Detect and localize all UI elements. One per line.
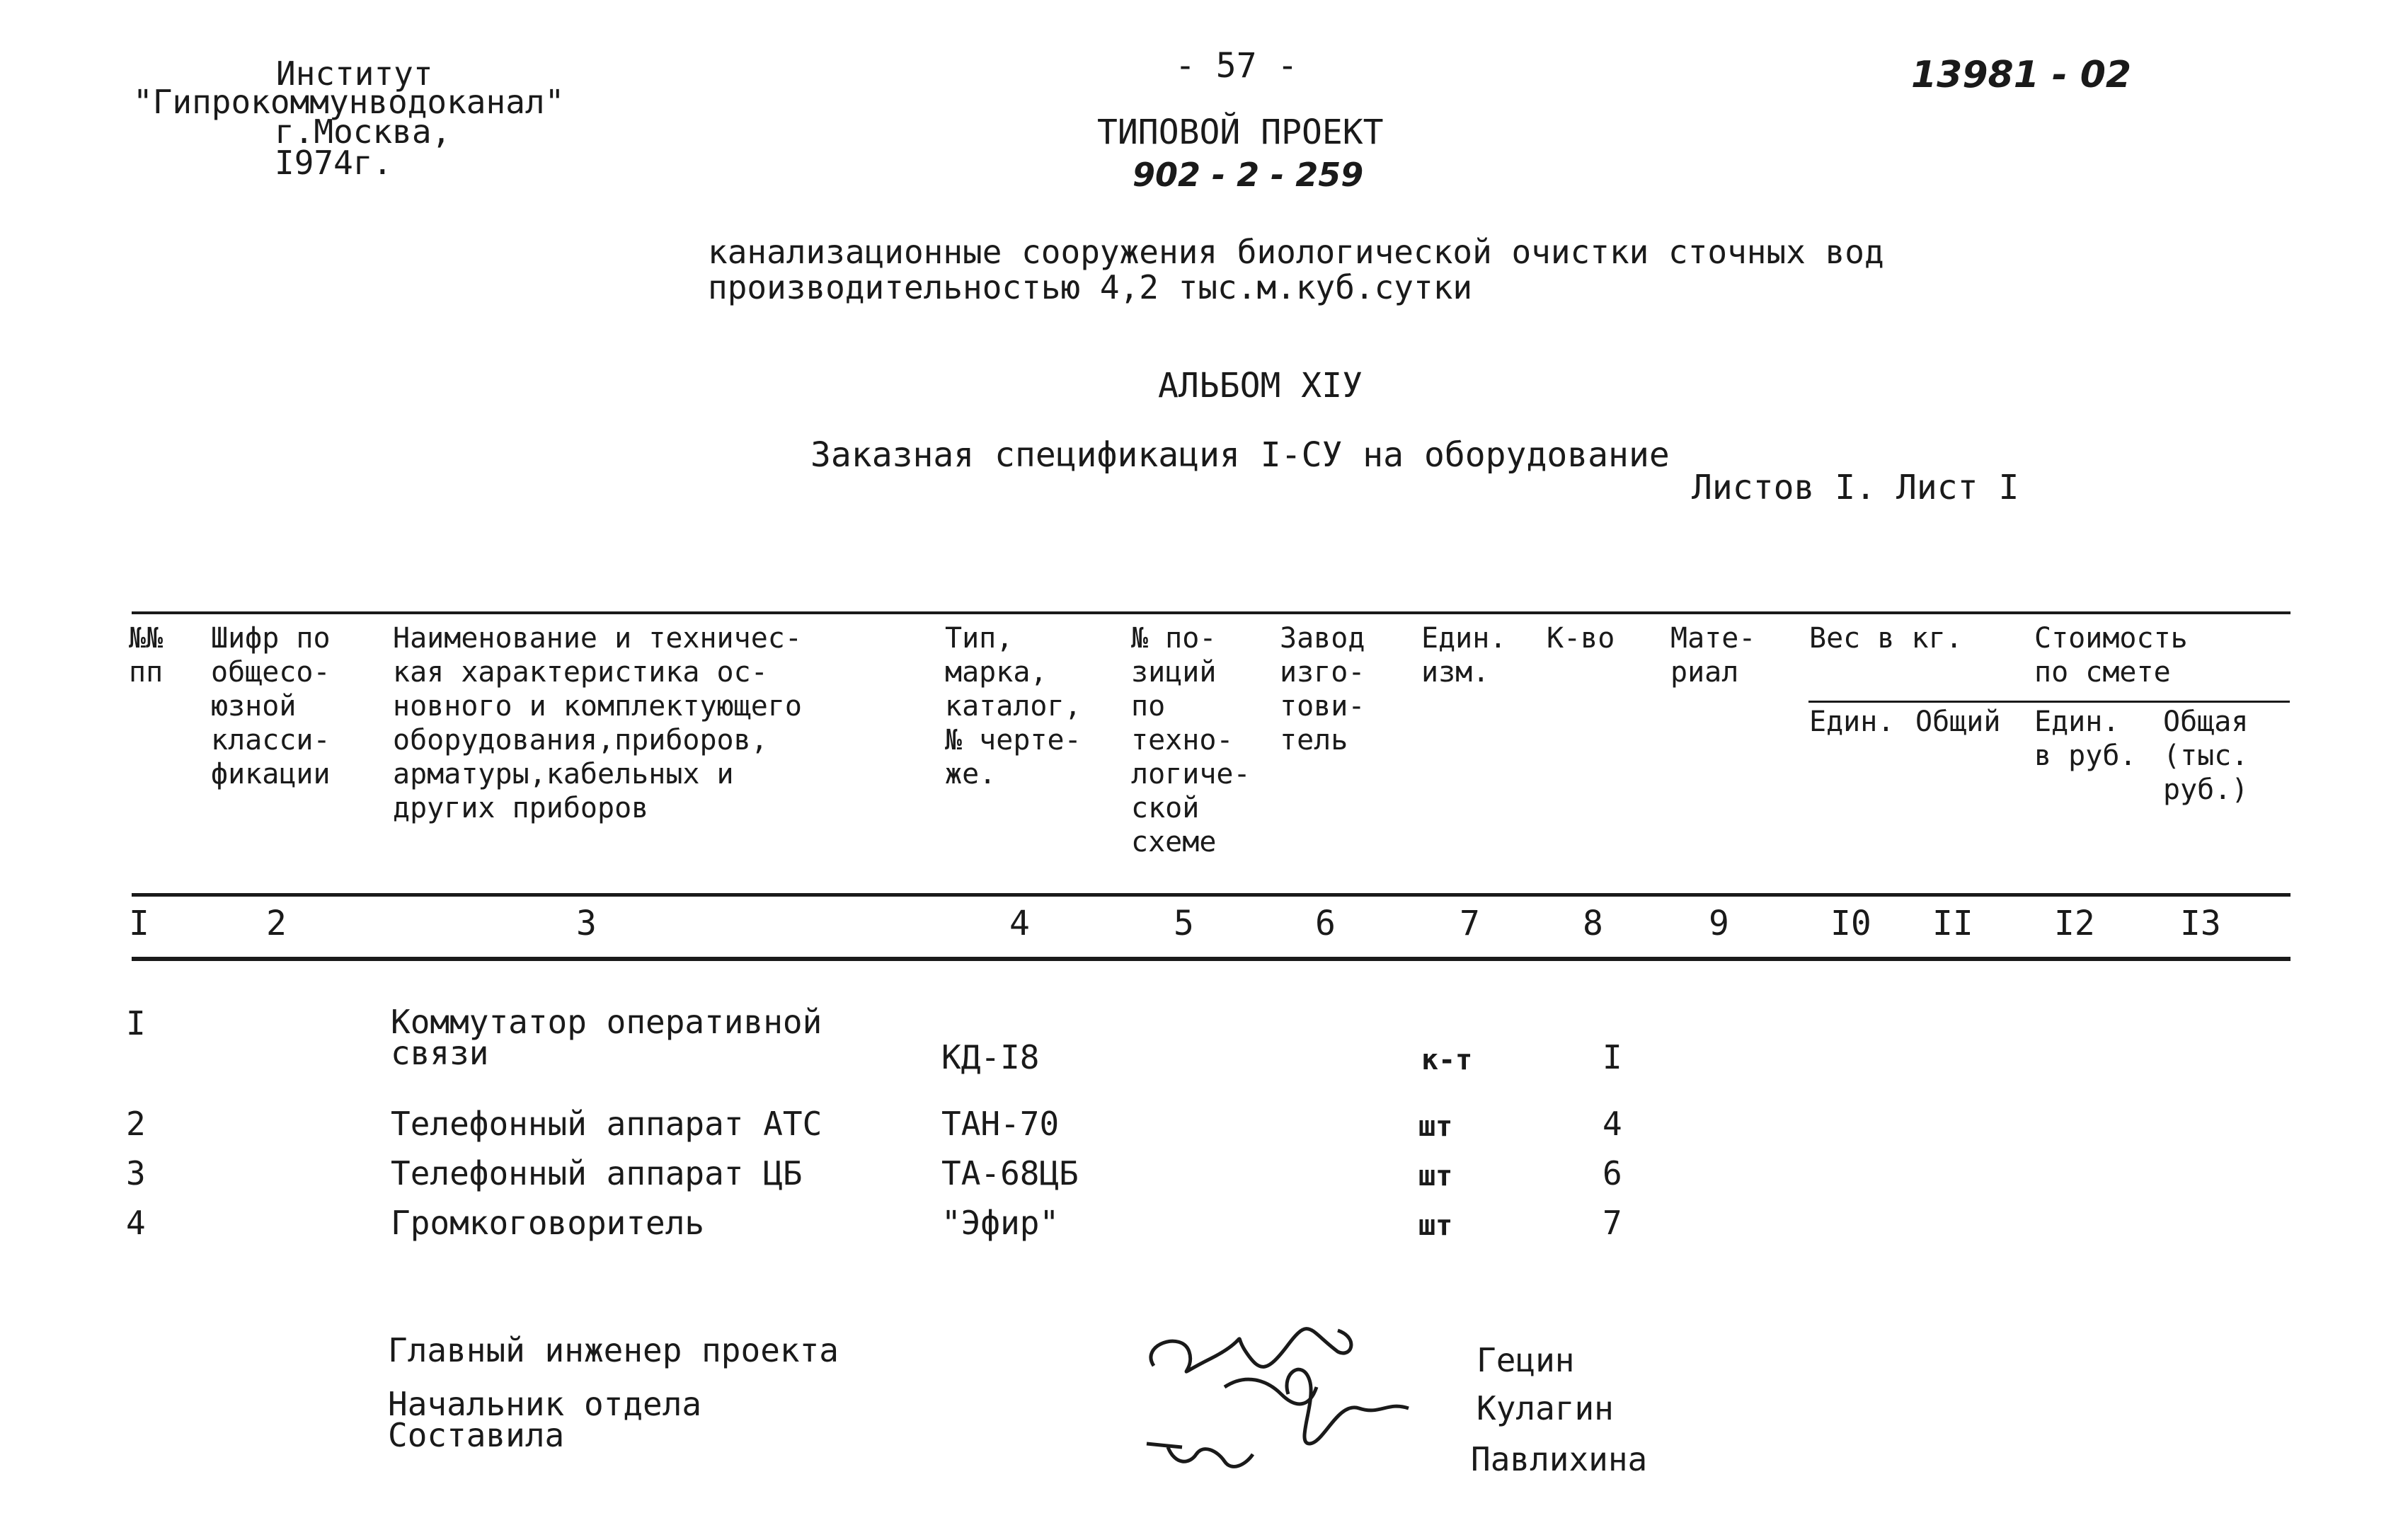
signature-role-department-head: Начальник отдела: [388, 1385, 702, 1423]
column-number: I2: [2054, 904, 2095, 943]
row-name: Громкоговоритель: [391, 1204, 705, 1242]
row-unit: шт: [1418, 1110, 1453, 1143]
row-unit: шт: [1418, 1209, 1453, 1242]
page-number: - 57 -: [1175, 46, 1298, 86]
signature-name-1: Гецин: [1477, 1341, 1575, 1379]
header-name: Наименование и техничес- кая характеристика ос- новного и комплектующего оборудования,приборов, арматуры,кабельных и других приборов: [393, 622, 802, 824]
description-line2: производительностью 4,2 тыс.м.куб.сутки: [708, 268, 1473, 306]
header-material: Мате- риал: [1670, 622, 1756, 689]
row-quantity: 7: [1603, 1204, 1622, 1242]
header-weight-total: Общий: [1915, 706, 2001, 738]
spec-title: Заказная спецификация I-СУ на оборудование: [810, 435, 1670, 475]
column-number: I: [129, 904, 149, 943]
signature-role-chief-engineer: Главный инженер проекта: [388, 1331, 839, 1369]
column-number: 4: [1009, 904, 1030, 943]
header-cost: Стоимость по смете: [2034, 622, 2188, 689]
header-unit: Един. изм.: [1421, 622, 1507, 689]
row-name: Телефонный аппарат АТС: [391, 1105, 822, 1143]
row-quantity: 6: [1603, 1154, 1622, 1192]
header-type: Тип, марка, каталог, № черте- же.: [945, 622, 1082, 790]
row-type: ТАН-70: [941, 1105, 1060, 1143]
institute-label: Институт: [276, 54, 433, 93]
row-number: 3: [126, 1154, 146, 1192]
row-number: 4: [126, 1204, 146, 1242]
header-weight: Вес в кг.: [1809, 622, 1963, 655]
row-name: Коммутатор оперативной связи: [391, 1003, 822, 1072]
column-number: 6: [1315, 904, 1336, 943]
signature-name-3: Павлихина: [1471, 1440, 1648, 1478]
row-name: Телефонный аппарат ЦБ: [391, 1154, 803, 1192]
institute-name: "Гипрокоммунводоканал": [133, 83, 565, 121]
project-label: ТИПОВОЙ ПРОЕКТ: [1097, 113, 1384, 152]
column-numbers-top-rule: [132, 893, 2291, 897]
stamp-number: 13981 - 02: [1911, 54, 2132, 96]
row-quantity: 4: [1603, 1105, 1622, 1143]
header-cost-unit: Един. в руб.: [2034, 706, 2137, 772]
subheader-rule: [1808, 701, 2290, 703]
header-number: №№ пп: [129, 622, 164, 689]
column-number: I0: [1830, 904, 1871, 943]
column-number: 9: [1709, 904, 1729, 943]
row-number: 2: [126, 1105, 146, 1143]
column-numbers-bottom-rule: [132, 957, 2291, 961]
column-number: 5: [1174, 904, 1194, 943]
row-unit: к-т: [1421, 1044, 1473, 1076]
column-number: 2: [266, 904, 287, 943]
row-type: КД-I8: [941, 1038, 1040, 1076]
sheet-count: Листов I. Лист I: [1692, 468, 2019, 507]
signature-role-compiled-by: Составила: [388, 1416, 565, 1454]
column-number: II: [1932, 904, 1973, 943]
column-number: 8: [1583, 904, 1603, 943]
column-number: 3: [576, 904, 597, 943]
row-unit: шт: [1418, 1160, 1453, 1192]
column-number: I3: [2180, 904, 2221, 943]
table-top-rule: [132, 611, 2291, 614]
row-number: I: [126, 1004, 146, 1042]
header-position: № по- зиций по техно- логиче- ской схеме: [1131, 622, 1251, 858]
project-code: 902 - 2 - 259: [1133, 156, 1364, 194]
column-number: 7: [1460, 904, 1480, 943]
header-manufacturer: Завод изго- тови- тель: [1280, 622, 1365, 757]
handwritten-signatures: [1125, 1302, 1437, 1500]
signature-name-2: Кулагин: [1477, 1389, 1614, 1427]
header-weight-unit: Един.: [1809, 706, 1895, 738]
row-quantity: I: [1603, 1038, 1622, 1076]
institute-city: г.Москва,: [275, 113, 452, 151]
header-classification: Шифр по общесо- юзной класси- фикации: [211, 622, 331, 790]
header-cost-total: Общая (тыс. руб.): [2163, 706, 2249, 806]
description-line1: канализационные сооружения биологической очистки сточных вод: [708, 233, 1884, 271]
row-type: "Эфир": [941, 1204, 1060, 1242]
album-title: АЛЬБОМ XIУ: [1158, 366, 1363, 405]
institute-year: I974г.: [275, 144, 393, 182]
row-type: ТА-68ЦБ: [941, 1154, 1079, 1192]
header-quantity: К-во: [1547, 622, 1615, 655]
